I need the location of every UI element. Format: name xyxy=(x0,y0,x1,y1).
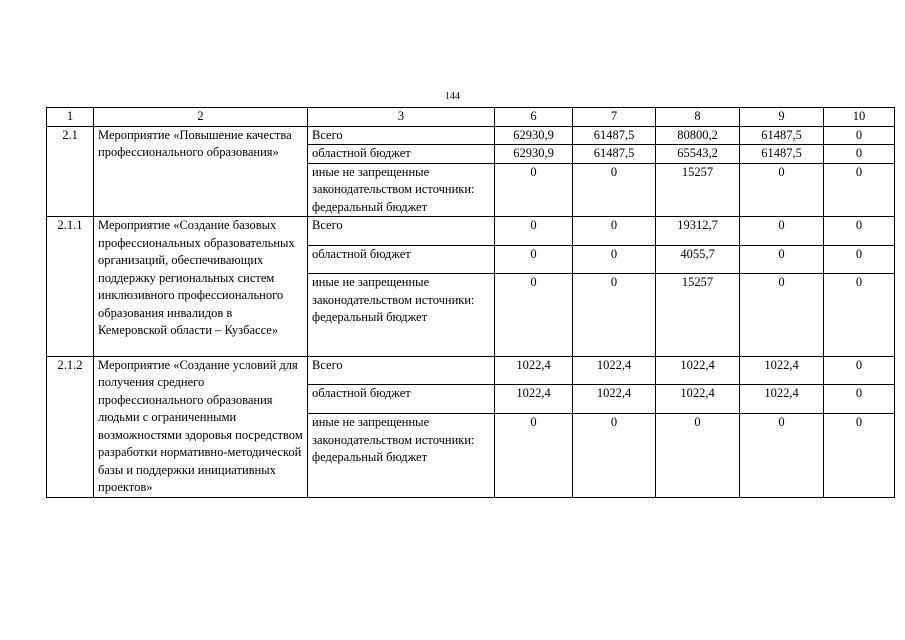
value-cell: 0 xyxy=(495,274,573,356)
value-cell: 0 xyxy=(573,245,656,274)
header-cell: 7 xyxy=(573,108,656,127)
source-label: Всего xyxy=(308,217,495,246)
value-cell: 62930,9 xyxy=(495,126,573,145)
value-cell: 61487,5 xyxy=(573,145,656,164)
value-cell: 61487,5 xyxy=(740,126,824,145)
page-number: 144 xyxy=(445,91,460,102)
value-cell: 0 xyxy=(740,245,824,274)
value-cell: 1022,4 xyxy=(573,356,656,385)
value-cell: 1022,4 xyxy=(740,356,824,385)
source-label: Всего xyxy=(308,126,495,145)
value-cell: 0 xyxy=(740,217,824,246)
header-cell: 3 xyxy=(308,108,495,127)
value-cell: 0 xyxy=(824,145,895,164)
value-cell: 0 xyxy=(656,414,740,497)
value-cell: 0 xyxy=(824,414,895,497)
value-cell: 0 xyxy=(495,245,573,274)
table-row xyxy=(47,217,895,246)
row-name: Мероприятие «Создание условий для получения среднего профессионального образования людьми с ограниченными возможностями здоровья посредством разработки нормативно-методической базы и поддержки инициативных проектов» xyxy=(94,356,308,497)
value-cell: 0 xyxy=(740,414,824,497)
value-cell: 0 xyxy=(824,245,895,274)
source-label: Всего xyxy=(308,356,495,385)
value-cell: 61487,5 xyxy=(740,145,824,164)
table-row xyxy=(47,356,895,385)
value-cell: 19312,7 xyxy=(656,217,740,246)
row-name: Мероприятие «Повышение качества профессионального образования» xyxy=(94,126,308,217)
header-cell: 9 xyxy=(740,108,824,127)
value-cell: 0 xyxy=(573,163,656,217)
value-cell: 0 xyxy=(573,217,656,246)
header-cell: 2 xyxy=(94,108,308,127)
value-cell: 0 xyxy=(495,217,573,246)
value-cell: 0 xyxy=(740,163,824,217)
value-cell: 15257 xyxy=(656,163,740,217)
source-label: иные не запрещенные законодательством источники: федеральный бюджет xyxy=(308,163,495,217)
value-cell: 1022,4 xyxy=(573,385,656,414)
value-cell: 4055,7 xyxy=(656,245,740,274)
row-code: 2.1.2 xyxy=(47,356,94,497)
value-cell: 0 xyxy=(573,274,656,356)
row-code: 2.1.1 xyxy=(47,217,94,357)
value-cell: 15257 xyxy=(656,274,740,356)
header-cell: 6 xyxy=(495,108,573,127)
value-cell: 1022,4 xyxy=(656,385,740,414)
source-label: областной бюджет xyxy=(308,385,495,414)
value-cell: 0 xyxy=(824,385,895,414)
value-cell: 0 xyxy=(495,163,573,217)
value-cell: 1022,4 xyxy=(656,356,740,385)
row-code: 2.1 xyxy=(47,126,94,217)
source-label: областной бюджет xyxy=(308,245,495,274)
value-cell: 1022,4 xyxy=(740,385,824,414)
value-cell: 0 xyxy=(824,163,895,217)
value-cell: 0 xyxy=(824,274,895,356)
header-cell: 1 xyxy=(47,108,94,127)
budget-table xyxy=(46,107,895,498)
header-row xyxy=(47,108,895,127)
value-cell: 0 xyxy=(824,126,895,145)
value-cell: 0 xyxy=(495,414,573,497)
source-label: иные не запрещенные законодательством источники: федеральный бюджет xyxy=(308,274,495,356)
source-label: иные не запрещенные законодательством источники: федеральный бюджет xyxy=(308,414,495,497)
table-row xyxy=(47,126,895,145)
value-cell: 65543,2 xyxy=(656,145,740,164)
row-name: Мероприятие «Создание базовых профессиональных образовательных организаций, обеспечивающих поддержку региональных систем инклюзивного профессионального образования инвалидов в Кемеровской области – Кузбассе» xyxy=(94,217,308,357)
value-cell: 0 xyxy=(573,414,656,497)
value-cell: 1022,4 xyxy=(495,356,573,385)
source-label: областной бюджет xyxy=(308,145,495,164)
value-cell: 80800,2 xyxy=(656,126,740,145)
value-cell: 0 xyxy=(740,274,824,356)
header-cell: 8 xyxy=(656,108,740,127)
value-cell: 1022,4 xyxy=(495,385,573,414)
header-cell: 10 xyxy=(824,108,895,127)
value-cell: 0 xyxy=(824,356,895,385)
value-cell: 62930,9 xyxy=(495,145,573,164)
value-cell: 0 xyxy=(824,217,895,246)
value-cell: 61487,5 xyxy=(573,126,656,145)
